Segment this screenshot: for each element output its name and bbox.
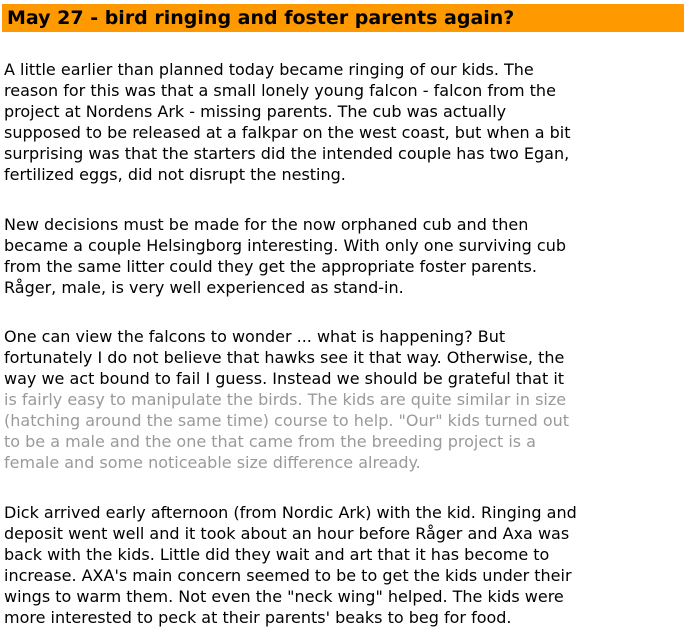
text-line: way we act bound to fail I guess. Instead we should be grateful that it [4, 369, 565, 388]
text-line: supposed to be released at a falkpar on the west coast, but when a bit [4, 123, 571, 142]
text-line: from the same litter could they get the appropriate foster parents. [4, 257, 537, 276]
faded-text-line: (hatching around the same time) course to help. "Our" kids turned out [4, 411, 570, 430]
text-line: One can view the falcons to wonder ... what is happening? But [4, 327, 506, 346]
text-line: increase. AXA's main concern seemed to be to get the kids under their [4, 566, 572, 585]
paragraph-1 [4, 59, 690, 185]
title-bar [2, 4, 684, 32]
text-line: A little earlier than planned today became ringing of our kids. The [4, 60, 534, 79]
paragraph-3 [4, 326, 690, 473]
text-line: back with the kids. Little did they wait and art that it has become to [4, 545, 550, 564]
page-title: May 27 - bird ringing and foster parents again? [7, 7, 515, 29]
text-line: more interested to peck at their parents' beaks to beg for food. [4, 608, 512, 627]
text-line: reason for this was that a small lonely young falcon - falcon from the [4, 81, 556, 100]
faded-text-line: to be a male and the one that came from the breeding project is a [4, 432, 536, 451]
faded-text-line: female and some noticeable size difference already. [4, 453, 421, 472]
text-line: surprising was that the starters did the intended couple has two Egan, [4, 144, 570, 163]
text-line: New decisions must be made for the now orphaned cub and then [4, 215, 529, 234]
paragraph-2 [4, 214, 690, 298]
text-line: fertilized eggs, did not disrupt the nesting. [4, 165, 346, 184]
text-line: Dick arrived early afternoon (from Nordic Ark) with the kid. Ringing and [4, 503, 577, 522]
faded-text-line: is fairly easy to manipulate the birds. The kids are quite similar in size [4, 390, 567, 409]
text-line: project at Nordens Ark - missing parents. The cub was actually [4, 102, 507, 121]
text-line: Råger, male, is very well experienced as stand-in. [4, 278, 404, 297]
paragraph-4 [4, 502, 690, 628]
text-line: became a couple Helsingborg interesting. With only one surviving cub [4, 236, 567, 255]
text-line: deposit went well and it took about an hour before Råger and Axa was [4, 524, 570, 543]
text-line: fortunately I do not believe that hawks see it that way. Otherwise, the [4, 348, 565, 367]
text-line: wings to warm them. Not even the "neck wing" helped. The kids were [4, 587, 564, 606]
